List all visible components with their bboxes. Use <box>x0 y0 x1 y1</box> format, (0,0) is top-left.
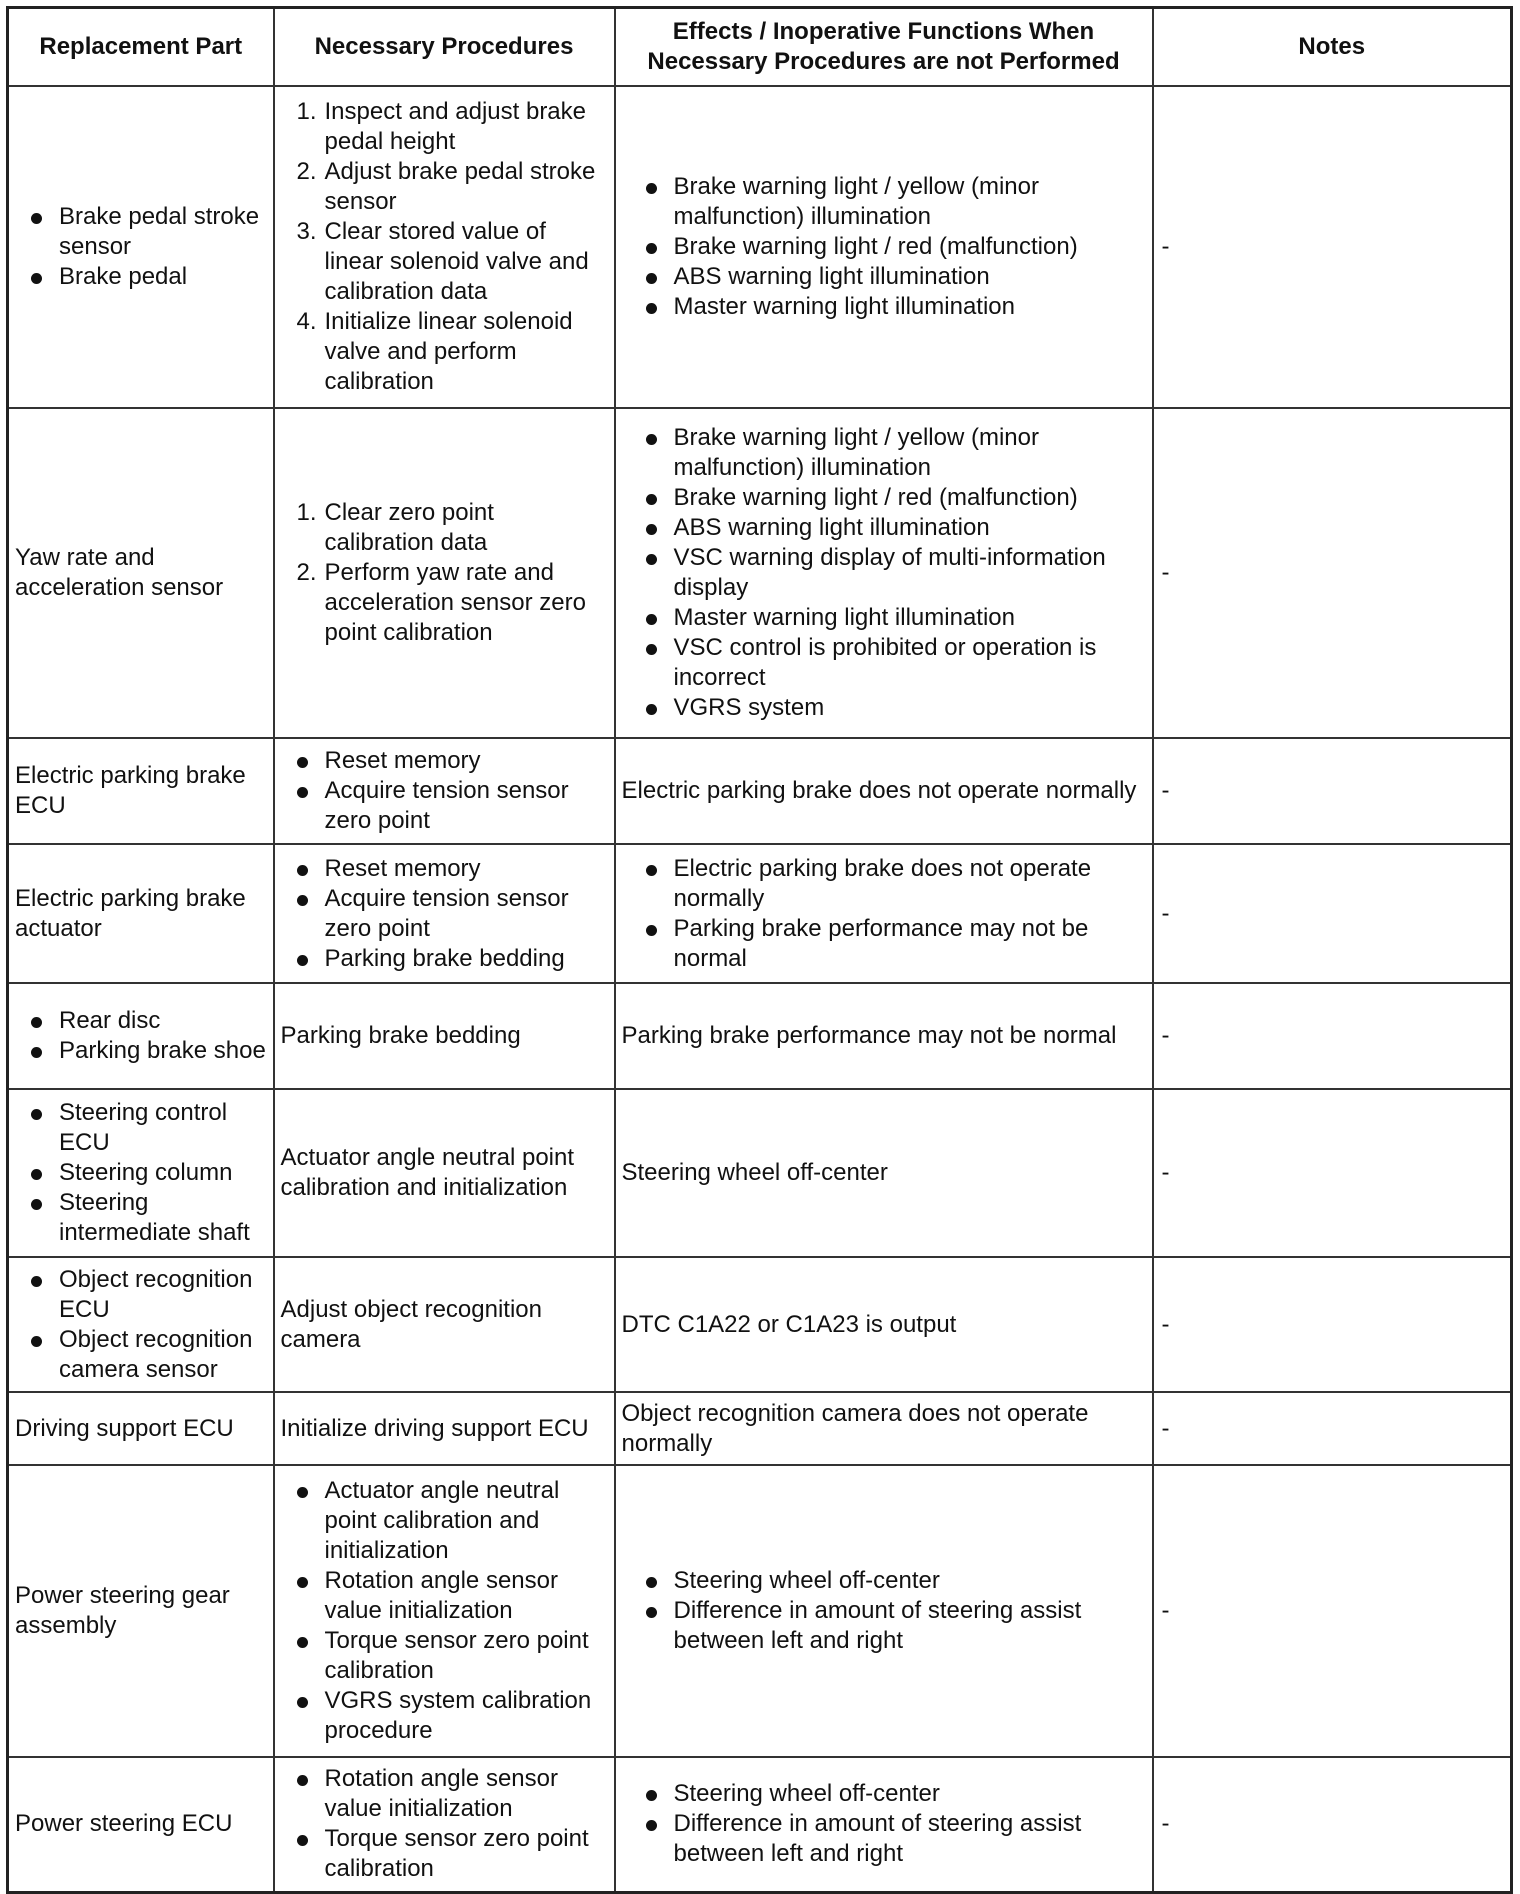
effect-item: Difference in amount of steering assist between left and right <box>622 1596 1146 1656</box>
procedure-step: Actuator angle neutral point calibration and initialization <box>281 1476 608 1566</box>
procedures-table-wrapper <box>6 6 1510 1894</box>
cell-procedures: Initialize driving support ECU <box>274 1392 615 1465</box>
cell-notes: - <box>1153 1392 1512 1465</box>
procedure-list <box>281 1764 608 1884</box>
cell-part: Electric parking brake ECU <box>8 738 274 844</box>
part-item: Steering column <box>15 1158 267 1188</box>
header-notes: Notes <box>1153 8 1512 87</box>
effects-list <box>622 172 1146 322</box>
effects-list <box>622 854 1146 974</box>
cell-effects: Parking brake performance may not be normal <box>615 983 1153 1089</box>
cell-procedures <box>274 738 615 844</box>
cell-procedures <box>274 408 615 738</box>
procedure-step: Parking brake bedding <box>281 944 608 974</box>
procedure-step: Perform yaw rate and acceleration sensor zero point calibration <box>324 559 586 646</box>
table-row <box>8 1089 1512 1257</box>
cell-notes: - <box>1153 844 1512 983</box>
effect-item: Brake warning light / yellow (minor malfunction) illumination <box>622 423 1146 483</box>
table-row <box>8 738 1512 844</box>
part-list <box>15 1098 267 1248</box>
cell-effects <box>615 1465 1153 1757</box>
part-item: Brake pedal <box>15 262 267 292</box>
effect-item: Electric parking brake does not operate normally <box>622 854 1146 914</box>
procedure-step: Acquire tension sensor zero point <box>281 776 608 836</box>
effect-item: Brake warning light / yellow (minor malfunction) illumination <box>622 172 1146 232</box>
procedure-step: Rotation angle sensor value initialization <box>281 1566 608 1626</box>
cell-procedures <box>274 1757 615 1892</box>
table-row <box>8 408 1512 738</box>
cell-part: Electric parking brake actuator <box>8 844 274 983</box>
cell-notes: - <box>1153 86 1512 408</box>
procedure-step: Clear zero point calibration data <box>324 499 494 556</box>
procedure-step: Clear stored value of linear solenoid valve and calibration data <box>324 218 589 305</box>
cell-procedures: Parking brake bedding <box>274 983 615 1089</box>
part-item: Brake pedal stroke sensor <box>15 202 267 262</box>
procedure-step: VGRS system calibration procedure <box>281 1686 608 1746</box>
effects-list <box>622 1779 1146 1869</box>
cell-procedures <box>274 1465 615 1757</box>
cell-notes: - <box>1153 738 1512 844</box>
header-effects: Effects / Inoperative Functions When Necessary Procedures are not Performed <box>615 8 1153 87</box>
header-row <box>8 8 1512 87</box>
part-item: Steering intermediate shaft <box>15 1188 267 1248</box>
cell-procedures: Actuator angle neutral point calibration and initialization <box>274 1089 615 1257</box>
replacement-procedures-table <box>6 6 1513 1894</box>
cell-notes: - <box>1153 1465 1512 1757</box>
effects-list <box>622 423 1146 723</box>
cell-effects <box>615 844 1153 983</box>
cell-part <box>8 86 274 408</box>
effect-item: Steering wheel off-center <box>622 1779 1146 1809</box>
effect-item: ABS warning light illumination <box>622 513 1146 543</box>
effect-item: Master warning light illumination <box>622 292 1146 322</box>
part-item: Object recognition ECU <box>15 1265 267 1325</box>
effect-item: Master warning light illumination <box>622 603 1146 633</box>
procedure-step: Acquire tension sensor zero point <box>281 884 608 944</box>
cell-effects <box>615 408 1153 738</box>
procedure-step: Adjust brake pedal stroke sensor <box>324 158 596 215</box>
procedure-step: Reset memory <box>281 854 608 884</box>
cell-notes: - <box>1153 1257 1512 1392</box>
effect-item: Parking brake performance may not be normal <box>622 914 1146 974</box>
procedure-list <box>281 746 608 836</box>
cell-notes: - <box>1153 408 1512 738</box>
cell-effects: DTC C1A22 or C1A23 is output <box>615 1257 1153 1392</box>
procedure-list <box>281 498 608 648</box>
procedure-list <box>281 854 608 974</box>
part-list <box>15 202 267 292</box>
cell-part: Power steering ECU <box>8 1757 274 1892</box>
cell-notes: - <box>1153 1757 1512 1892</box>
cell-part <box>8 983 274 1089</box>
effect-item: Brake warning light / red (malfunction) <box>622 232 1146 262</box>
cell-effects: Steering wheel off-center <box>615 1089 1153 1257</box>
cell-procedures <box>274 844 615 983</box>
procedure-step: Reset memory <box>281 746 608 776</box>
cell-part: Power steering gear assembly <box>8 1465 274 1757</box>
part-item: Parking brake shoe <box>15 1036 267 1066</box>
effects-list <box>622 1566 1146 1656</box>
cell-part <box>8 1089 274 1257</box>
table-row <box>8 844 1512 983</box>
procedure-step: Torque sensor zero point calibration <box>281 1824 608 1884</box>
procedure-step: Initialize linear solenoid valve and perform calibration <box>324 308 573 395</box>
cell-notes: - <box>1153 1089 1512 1257</box>
part-item: Object recognition camera sensor <box>15 1325 267 1385</box>
effect-item: VSC warning display of multi-information display <box>622 543 1146 603</box>
cell-effects <box>615 86 1153 408</box>
cell-part: Yaw rate and acceleration sensor <box>8 408 274 738</box>
effect-item: VGRS system <box>622 693 1146 723</box>
cell-effects: Electric parking brake does not operate normally <box>615 738 1153 844</box>
cell-procedures: Adjust object recognition camera <box>274 1257 615 1392</box>
cell-notes: - <box>1153 983 1512 1089</box>
cell-effects <box>615 1757 1153 1892</box>
effect-item: Brake warning light / red (malfunction) <box>622 483 1146 513</box>
part-list <box>15 1006 267 1066</box>
part-item: Rear disc <box>15 1006 267 1036</box>
table-row <box>8 1392 1512 1465</box>
table-row <box>8 1465 1512 1757</box>
header-replacement-part: Replacement Part <box>8 8 274 87</box>
procedure-list <box>281 97 608 397</box>
effect-item: VSC control is prohibited or operation is incorrect <box>622 633 1146 693</box>
table-row <box>8 86 1512 408</box>
table-row <box>8 1257 1512 1392</box>
effect-item: ABS warning light illumination <box>622 262 1146 292</box>
cell-part <box>8 1257 274 1392</box>
cell-effects: Object recognition camera does not operate normally <box>615 1392 1153 1465</box>
table-row <box>8 983 1512 1089</box>
procedure-step: Rotation angle sensor value initialization <box>281 1764 608 1824</box>
header-necessary-procedures: Necessary Procedures <box>274 8 615 87</box>
procedure-list <box>281 1476 608 1746</box>
part-list <box>15 1265 267 1385</box>
procedure-step: Torque sensor zero point calibration <box>281 1626 608 1686</box>
part-item: Steering control ECU <box>15 1098 267 1158</box>
procedure-step: Inspect and adjust brake pedal height <box>324 98 587 155</box>
cell-part: Driving support ECU <box>8 1392 274 1465</box>
cell-procedures <box>274 86 615 408</box>
table-row <box>8 1757 1512 1892</box>
effect-item: Steering wheel off-center <box>622 1566 1146 1596</box>
effect-item: Difference in amount of steering assist between left and right <box>622 1809 1146 1869</box>
